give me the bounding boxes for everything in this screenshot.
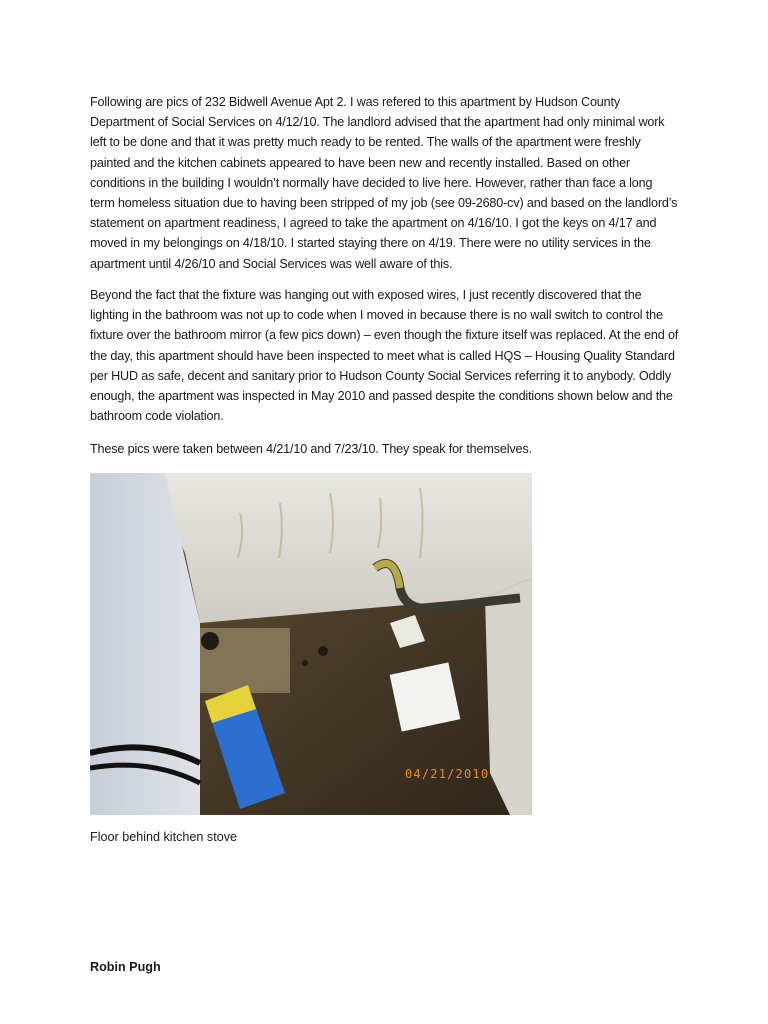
photo-floor-behind-stove — [90, 473, 532, 815]
photo-caption: Floor behind kitchen stove — [90, 830, 238, 844]
body-paragraph-2: Beyond the fact that the fixture was hanging out with exposed wires, I just recently discovered that the lighting in the bathroom was not up to code when I moved in because there is no wall switch to control the fixture over the bathroom mirror (a few pics down) – even though the fixture itself was replaced. At the end of the day, this apartment should have been inspected to meet what is called HQS – Housing Quality Standard per HUD as safe, decent and sanitary prior to Hudson County Social Services referring it to anybody. Oddly enough, the apartment was inspected in May 2010 and passed despite the conditions shown below and the bathroom code violation. — [90, 288, 679, 424]
body-paragraph-1: Following are pics of 232 Bidwell Avenue Apt 2. I was refered to this apartment by Hudson County Department of Social Services on 4/12/10. The landlord advised that the apartment had only minimal work left to be done and that it was pretty much ready to be rented. The walls of the apartment were freshly painted and the kitchen cabinets appeared to have been new and recently installed. Based on other conditions in the building I wouldn’t normally have decided to live here. However, rather than face a long term homeless situation due to having been stripped of my job (see 09-2680-cv) and based on the landlord’s statement on apartment readiness, I agreed to take the apartment on 4/16/10. I got the keys on 4/17 and moved in my belongings on 4/18/10. I started staying there on 4/19. There were no utility services in the apartment until 4/26/10 and Social Services was well aware of this. — [90, 95, 678, 271]
photo-date-stamp: 04/21/2010 — [405, 767, 490, 781]
author-name: Robin Pugh — [90, 960, 161, 974]
photo-illustration — [90, 473, 532, 815]
body-paragraph-3: These pics were taken between 4/21/10 and 7/23/10. They speak for themselves. — [90, 442, 532, 456]
